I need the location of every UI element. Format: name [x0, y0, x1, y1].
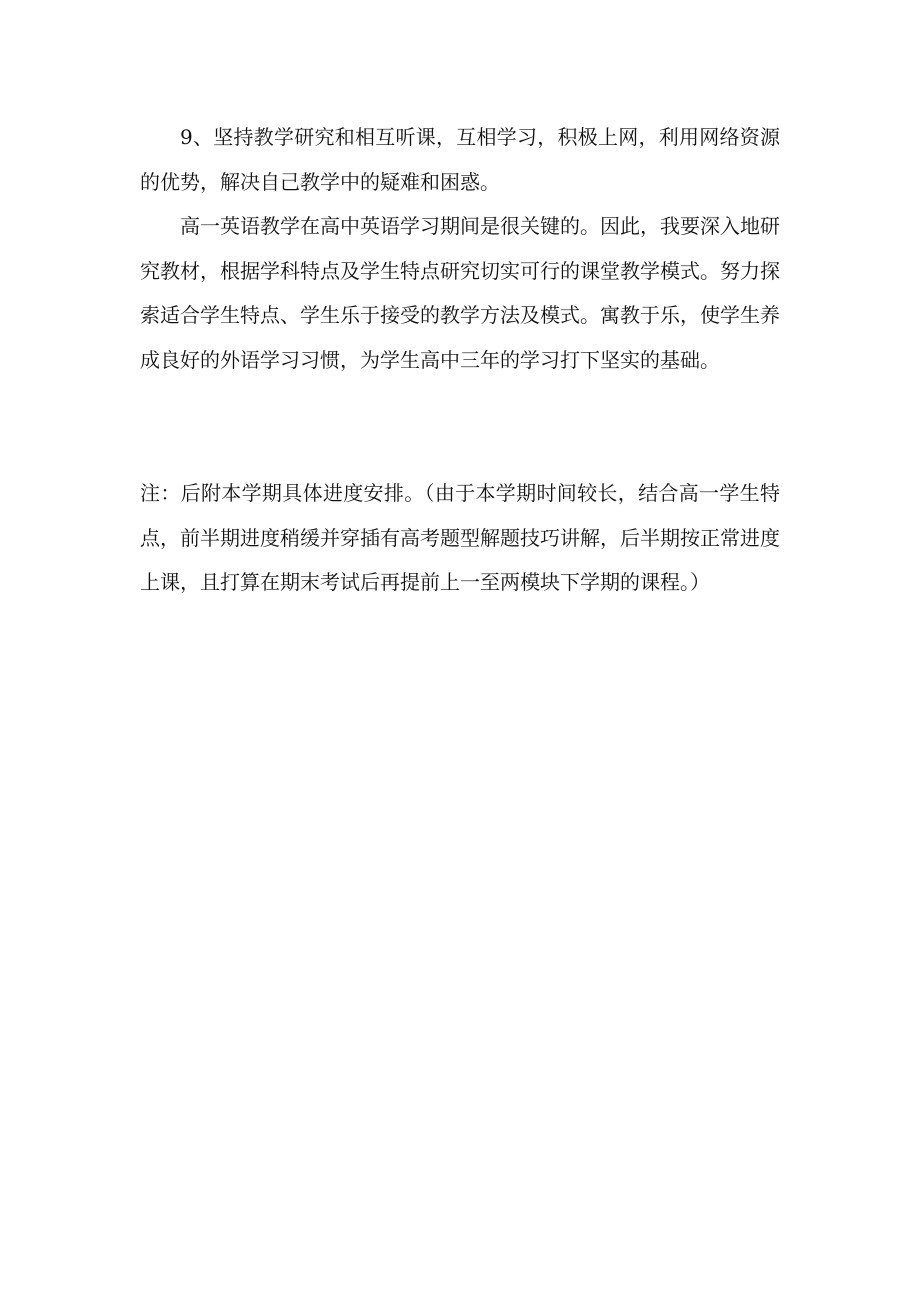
- note-paragraph: 注：后附本学期具体进度安排。（由于本学期时间较长，结合高一学生特点，前半期进度稍缓并穿插有高考题型解题技巧讲解，后半期按正常进度上课，且打算在期末考试后再提前上一至两模块下学期的课程。）: [140, 481, 780, 594]
- paragraph-teaching-summary: 高一英语教学在高中英语学习期间是很关键的。因此，我要深入地研究教材，根据学科特点及学生特点研究切实可行的课堂教学模式。努力探索适合学生特点、学生乐于接受的教学方法及模式。寓教于乐，使学生养成良好的外语学习习惯，为学生高中三年的学习打下坚实的基础。: [140, 214, 780, 372]
- paragraph-item-9: 9、坚持教学研究和相互听课，互相学习，积极上网，利用网络资源的优势，解决自己教学中的疑难和困惑。: [140, 125, 780, 194]
- document-body: [140, 115, 780, 605]
